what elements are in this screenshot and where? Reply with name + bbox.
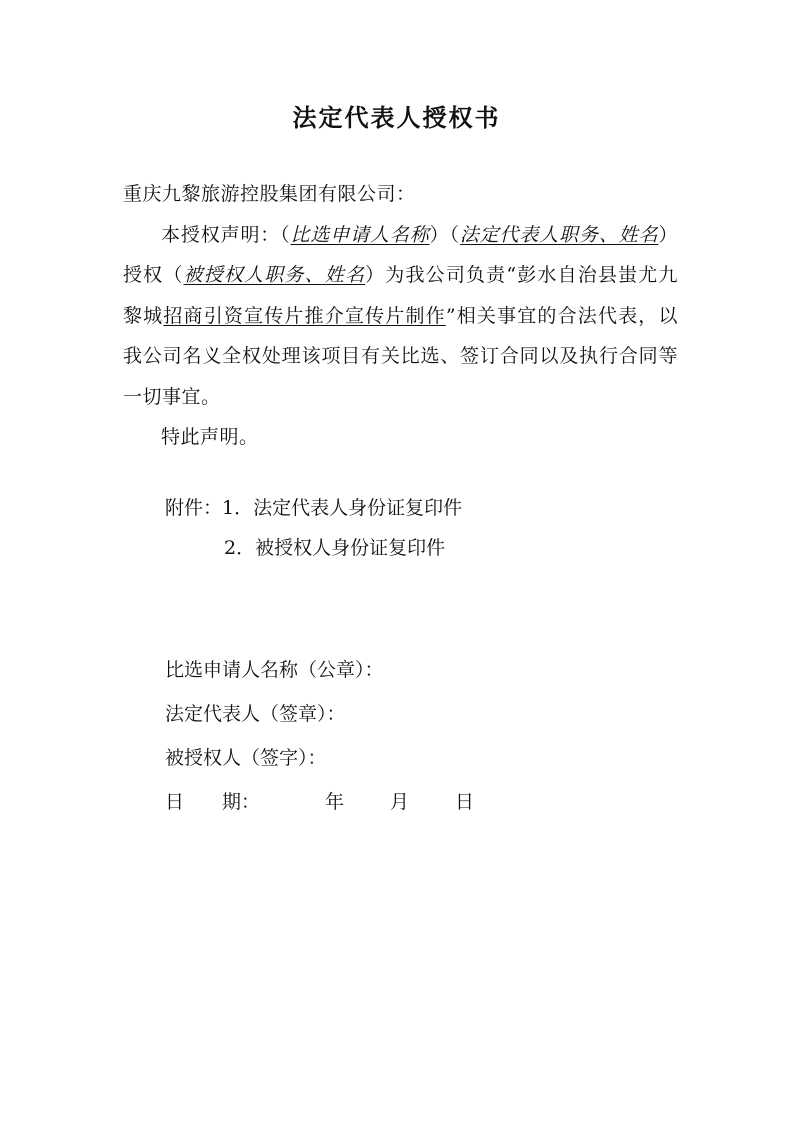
statement-separator-2: ）授权（ <box>123 223 678 286</box>
document-title: 法定代表人授权书 <box>292 104 501 132</box>
legal-rep-sign-line: 法定代表人（签章）： <box>165 703 346 725</box>
attachment-1-text: 1．法定代表人身份证复印件 <box>222 497 463 519</box>
statement-rest: ”相关事宜的合法代表，以我公司名义全权处理该项目有关比选、签订合同以及执行合同等一切事宜。 <box>123 304 678 408</box>
attachments <box>165 488 462 568</box>
attachments-label: 附件： <box>165 497 223 519</box>
statement-mid: ）为我公司负责“彭水自治县蚩尤九黎城 <box>123 264 678 327</box>
authorization-statement <box>123 215 678 418</box>
fill-applicant-name: 比选申请人名称 <box>290 223 430 246</box>
attachment-item-2: 2．被授权人身份证复印件 <box>224 537 446 559</box>
fill-agent: 被授权人职务、姓名 <box>183 264 366 286</box>
date-month: 月 <box>390 791 410 813</box>
attachment-item-1 <box>165 488 462 528</box>
agent-sign-line: 被授权人（签字）： <box>165 747 327 769</box>
declaration: 特此声明。 <box>161 426 259 448</box>
date-year: 年 <box>325 791 345 813</box>
addressee: 重庆九黎旅游控股集团有限公司： <box>123 183 416 205</box>
statement-intro: 本授权声明：（ <box>161 223 291 246</box>
statement-separator-1: ）（ <box>429 223 460 246</box>
date-line <box>165 780 474 824</box>
signature-block <box>165 648 474 824</box>
project-name: 招商引资宣传片推介宣传片制作 <box>163 304 446 327</box>
fill-legal-rep: 法定代表人职务、姓名 <box>459 223 659 246</box>
date-label: 日 期： <box>165 791 261 813</box>
document-body <box>123 174 678 458</box>
date-day: 日 <box>455 791 475 813</box>
applicant-seal-line: 比选申请人名称（公章）： <box>165 659 384 681</box>
